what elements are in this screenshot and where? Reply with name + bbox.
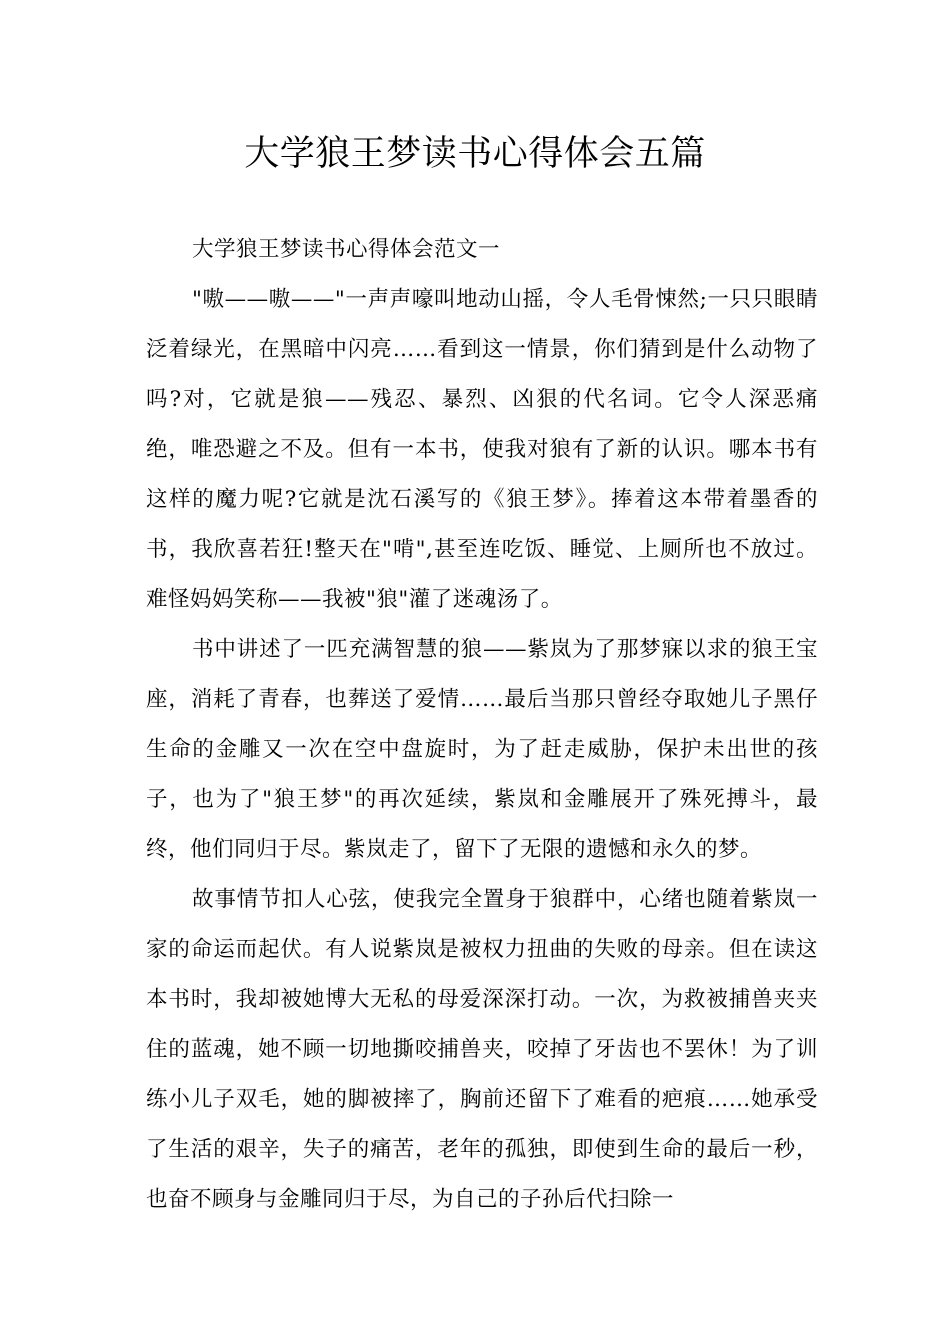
paragraph: "嗷——嗷——"一声声嚎叫地动山摇，令人毛骨悚然;一只只眼睛泛着绿光，在黑暗中闪亮……看到这一情景，你们猜到是什么动物了吗?对，它就是狼——残忍、暴烈、凶狠的代名词。它令人深恶痛绝，唯恐避之不及。但有一本书，使我对狼有了新的认识。哪本书有这样的魔力呢?它就是沈石溪写的《狼王梦》。捧着这本带着墨香的书，我欣喜若狂!整天在"啃",甚至连吃饭、睡觉、上厕所也不放过。难怪妈妈笑称——我被"狼"灌了迷魂汤了。 [146, 287, 818, 612]
document-body [146, 225, 818, 1225]
document-title: 大学狼王梦读书心得体会五篇 [244, 134, 706, 174]
paragraph: 故事情节扣人心弦，使我完全置身于狼群中，心绪也随着紫岚一家的命运而起伏。有人说紫岚是被权力扭曲的失败的母亲。但在读这本书时，我却被她博大无私的母爱深深打动。一次，为救被捕兽夹夹住的蓝魂，她不顾一切地撕咬捕兽夹，咬掉了牙齿也不罢休！为了训练小儿子双毛，她的脚被摔了，胸前还留下了难看的疤痕……她承受了生活的艰辛，失子的痛苦，老年的孤独，即使到生命的最后一秒，也奋不顾身与金雕同归于尽，为自己的子孙后代扫除一 [146, 887, 818, 1212]
paragraph: 书中讲述了一匹充满智慧的狼——紫岚为了那梦寐以求的狼王宝座，消耗了青春，也葬送了爱情……最后当那只曾经夺取她儿子黑仔生命的金雕又一次在空中盘旋时，为了赶走威胁，保护未出世的孩子，也为了"狼王梦"的再次延续，紫岚和金雕展开了殊死搏斗，最终，他们同归于尽。紫岚走了，留下了无限的遗憾和永久的梦。 [146, 637, 818, 862]
section-heading: 大学狼王梦读书心得体会范文一 [192, 237, 501, 262]
